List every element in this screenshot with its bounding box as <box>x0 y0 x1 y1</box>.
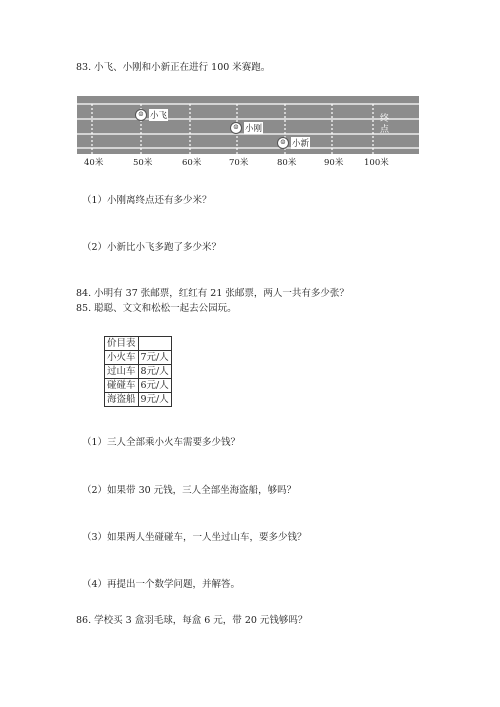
price-table-header-empty <box>138 337 171 351</box>
axis-label: 40米 <box>84 158 104 168</box>
axis-label: 80米 <box>277 158 297 168</box>
q85-sub4: （4）再提出一个数学问题，并解答。 <box>82 579 241 590</box>
ride-name: 海盗船 <box>105 393 139 407</box>
axis-label: 60米 <box>182 158 202 168</box>
q83-title: 83. 小飞、小刚和小新正在进行 100 米赛跑。 <box>76 62 271 73</box>
race-track-figure <box>77 96 419 154</box>
axis-label: 70米 <box>229 158 249 168</box>
runner-label: 小飞 <box>150 111 168 121</box>
table-row <box>105 379 172 393</box>
finish-label: 终点 <box>380 114 390 135</box>
ride-price: 9元/人 <box>138 393 171 407</box>
runner-label: 小刚 <box>245 124 263 134</box>
ride-name: 过山车 <box>105 365 139 379</box>
q85-sub2: （2）如果带 30 元钱，三人全部坐海盗船，够吗？ <box>82 485 297 496</box>
price-table-header-row <box>105 337 172 351</box>
runner-xiaogang <box>230 122 263 134</box>
runner-xiaofei <box>135 109 168 121</box>
ride-price: 7元/人 <box>138 351 171 365</box>
axis-label: 50米 <box>133 158 153 168</box>
q85-sub1: （1）三人全部乘小火车需要多少钱？ <box>82 437 241 448</box>
q85-sub3: （3）如果两人坐碰碰车，一人坐过山车，要多少钱？ <box>82 532 307 543</box>
runner-xiaoxin <box>277 137 310 149</box>
price-table-header: 价目表 <box>105 337 139 351</box>
q86-text: 86. 学校买 3 盒羽毛球，每盒 6 元，带 20 元钱够吗？ <box>76 615 308 626</box>
table-row <box>105 365 172 379</box>
ride-name: 碰碰车 <box>105 379 139 393</box>
runner-icon: ☺ <box>135 109 147 121</box>
runner-icon: ☺ <box>277 137 289 149</box>
price-table <box>104 336 172 407</box>
q84-text: 84. 小明有 37 张邮票，红红有 21 张邮票，两人一共有多少张？ <box>76 288 349 299</box>
table-row <box>105 351 172 365</box>
axis-label: 100米 <box>364 158 389 168</box>
table-row <box>105 393 172 407</box>
runner-label: 小新 <box>292 139 310 149</box>
runner-icon: ☺ <box>230 122 242 134</box>
q85-text: 85. 聪聪、文文和松松一起去公园玩。 <box>76 303 237 314</box>
q83-sub1: （1）小刚离终点还有多少米？ <box>82 195 212 206</box>
ride-price: 8元/人 <box>138 365 171 379</box>
q83-sub2: （2）小新比小飞多跑了多少米？ <box>82 242 222 253</box>
ride-name: 小火车 <box>105 351 139 365</box>
ride-price: 6元/人 <box>138 379 171 393</box>
axis-label: 90米 <box>324 158 344 168</box>
